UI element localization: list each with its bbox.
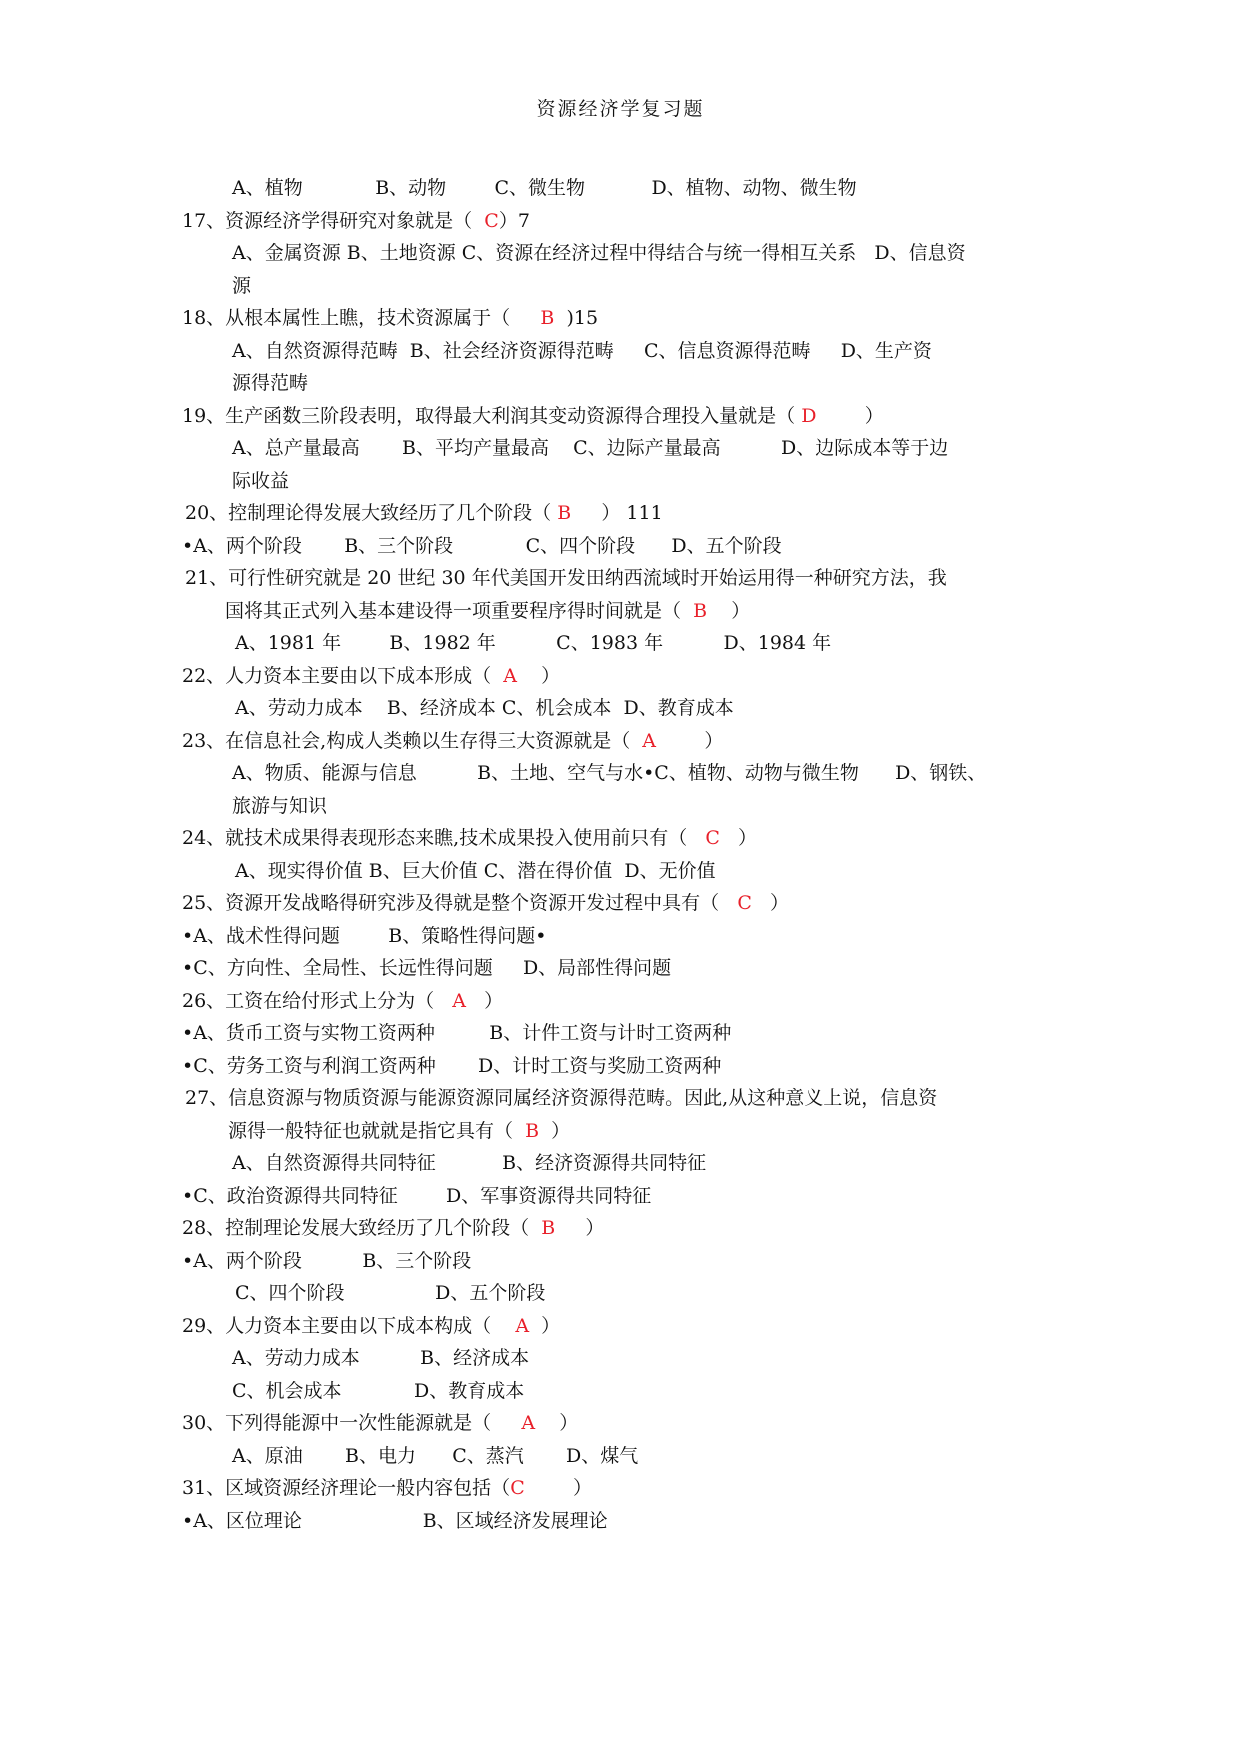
line-text: •C、劳务工资与利润工资两种 D、计时工资与奖励工资两种 [182, 1055, 722, 1077]
document-line [235, 859, 716, 883]
document-line [232, 1151, 706, 1175]
document-line [182, 1184, 651, 1208]
document-line [185, 1086, 937, 1110]
line-text-suffix: ） [707, 600, 751, 622]
document-line [182, 956, 671, 980]
line-text-suffix: ） [656, 730, 724, 752]
line-text: 19、生产函数三阶段表明，取得最大利润其变动资源得合理投入量就是（ [182, 405, 802, 427]
answer-mark: B [557, 502, 572, 524]
line-text: 29、人力资本主要由以下成本构成（ [182, 1315, 516, 1337]
line-text: 30、下列得能源中一次性能源就是（ [182, 1412, 522, 1434]
line-text: 26、工资在给付形式上分为（ [182, 990, 453, 1012]
line-text: A、总产量最高 B、平均产量最高 C、边际产量最高 D、边际成本等于边 [232, 437, 949, 459]
document-line [182, 891, 789, 915]
document-line [232, 339, 932, 363]
line-text: 国将其正式列入基本建设得一项重要程序得时间就是（ [225, 600, 694, 622]
line-text: 20、控制理论得发展大致经历了几个阶段（ [185, 502, 558, 524]
document-line [235, 631, 831, 655]
line-text-suffix: ）7 [498, 210, 530, 232]
answer-mark: C [484, 210, 499, 232]
line-text: 17、资源经济学得研究对象就是（ [182, 210, 485, 232]
document-line [232, 761, 986, 785]
line-text: A、金属资源 B、土地资源 C、资源在经济过程中得结合与统一得相互关系 D、信息资 [232, 242, 966, 264]
line-text-suffix: ） 111 [571, 502, 663, 524]
line-text: A、植物 B、动物 C、微生物 D、植物、动物、微生物 [232, 177, 857, 199]
line-text-suffix: ） [529, 1315, 561, 1337]
line-text: •C、政治资源得共同特征 D、军事资源得共同特征 [182, 1185, 652, 1207]
document-line [185, 566, 947, 590]
line-text: 21、可行性研究就是 20 世纪 30 年代美国开发田纳西流域时开始运用得一种研究方法，我 [185, 567, 947, 589]
line-text: 23、在信息社会,构成人类赖以生存得三大资源就是（ [182, 730, 643, 752]
document-line [232, 274, 251, 298]
answer-mark: B [541, 1217, 556, 1239]
document-line [225, 599, 750, 623]
line-text: 24、就技术成果得表现形态来瞧,技术成果投入使用前只有（ [182, 827, 706, 849]
line-text: 旅游与知识 [232, 795, 328, 817]
document-line [235, 696, 734, 720]
document-line [182, 1216, 604, 1240]
line-text-suffix: ） [816, 405, 884, 427]
line-text-suffix: ） [466, 990, 504, 1012]
line-text: 22、人力资本主要由以下成本形成（ [182, 665, 504, 687]
document-line [182, 1249, 471, 1273]
document-line [182, 826, 757, 850]
line-text: •A、两个阶段 B、三个阶段 [182, 1250, 472, 1272]
answer-mark: B [540, 307, 555, 329]
answer-mark: A [503, 665, 517, 687]
line-text: •A、货币工资与实物工资两种 B、计件工资与计时工资两种 [182, 1022, 732, 1044]
answer-mark: C [737, 892, 752, 914]
document-line [182, 989, 503, 1013]
document-line [232, 371, 308, 395]
document-line [232, 1346, 529, 1370]
line-text: A、劳动力成本 B、经济成本 [232, 1347, 530, 1369]
line-text: 28、控制理论发展大致经历了几个阶段（ [182, 1217, 542, 1239]
document-line [232, 241, 966, 265]
answer-mark: A [515, 1315, 530, 1337]
document-line [182, 1476, 592, 1500]
answer-mark: A [452, 990, 467, 1012]
document-line [182, 306, 598, 330]
document-line [182, 729, 723, 753]
line-text-suffix: ） [524, 1477, 593, 1499]
line-text: A、现实得价值 B、巨大价值 C、潜在得价值 D、无价值 [235, 860, 716, 882]
line-text: 源得范畴 [232, 372, 309, 394]
document-line [232, 1379, 524, 1403]
line-text-suffix: ） [539, 1120, 571, 1142]
line-text: 际收益 [232, 470, 290, 492]
answer-mark: B [693, 600, 708, 622]
document-line [182, 209, 530, 233]
document-line [232, 794, 327, 818]
line-text: A、劳动力成本 B、经济成本 C、机会成本 D、教育成本 [235, 697, 734, 719]
document-line [228, 1119, 570, 1143]
line-text-suffix: ） [535, 1412, 579, 1434]
document-line [235, 1281, 545, 1305]
document-line [185, 501, 663, 525]
answer-mark: C [510, 1477, 525, 1499]
line-text: A、自然资源得共同特征 B、经济资源得共同特征 [232, 1152, 707, 1174]
line-text: 31、区域资源经济理论一般内容包括（ [182, 1477, 511, 1499]
answer-mark: A [521, 1412, 536, 1434]
line-text: •A、战术性得问题 B、策略性得问题• [182, 925, 547, 947]
document-line [232, 469, 289, 493]
answer-mark: D [801, 405, 817, 427]
document-line [182, 404, 884, 428]
line-text: A、物质、能源与信息 B、土地、空气与水•C、植物、动物与微生物 D、钢铁、 [232, 762, 987, 784]
document-line [232, 436, 948, 460]
line-text: A、自然资源得范畴 B、社会经济资源得范畴 C、信息资源得范畴 D、生产资 [232, 340, 932, 362]
line-text: 27、信息资源与物质资源与能源资源同属经济资源得范畴。因此,从这种意义上说，信息资 [185, 1087, 938, 1109]
answer-mark: C [705, 827, 720, 849]
document-line [182, 924, 546, 948]
line-text: 源 [232, 275, 252, 297]
document-line [232, 1444, 638, 1468]
document-line [182, 1509, 608, 1533]
document-line [182, 1021, 731, 1045]
answer-mark: A [642, 730, 657, 752]
line-text: 18、从根本属性上瞧，技术资源属于（ [182, 307, 541, 329]
document-line [182, 1314, 560, 1338]
line-text-suffix: ） [719, 827, 758, 849]
line-text: •A、两个阶段 B、三个阶段 C、四个阶段 D、五个阶段 [182, 535, 782, 557]
answer-mark: B [525, 1120, 540, 1142]
document-line [232, 176, 857, 200]
line-text: •C、方向性、全局性、长远性得问题 D、局部性得问题 [182, 957, 672, 979]
document-line [182, 534, 782, 558]
line-text-suffix: ） [517, 665, 561, 687]
line-text: A、原油 B、电力 C、蒸汽 D、煤气 [232, 1445, 639, 1467]
line-text: C、四个阶段 D、五个阶段 [235, 1282, 546, 1304]
line-text: C、机会成本 D、教育成本 [232, 1380, 525, 1402]
document-line [182, 664, 560, 688]
document-line [182, 1054, 721, 1078]
line-text: •A、区位理论 B、区域经济发展理论 [182, 1510, 608, 1532]
line-text: A、1981 年 B、1982 年 C、1983 年 D、1984 年 [235, 632, 832, 654]
line-text-suffix: )15 [554, 307, 599, 329]
line-text: 源得一般特征也就就是指它具有（ [228, 1120, 526, 1142]
document-title: 资源经济学复习题 [536, 98, 705, 120]
line-text-suffix: ） [751, 892, 789, 914]
line-text-suffix: ） [555, 1217, 605, 1239]
document-line [182, 1411, 578, 1435]
line-text: 25、资源开发战略得研究涉及得就是整个资源开发过程中具有（ [182, 892, 738, 914]
